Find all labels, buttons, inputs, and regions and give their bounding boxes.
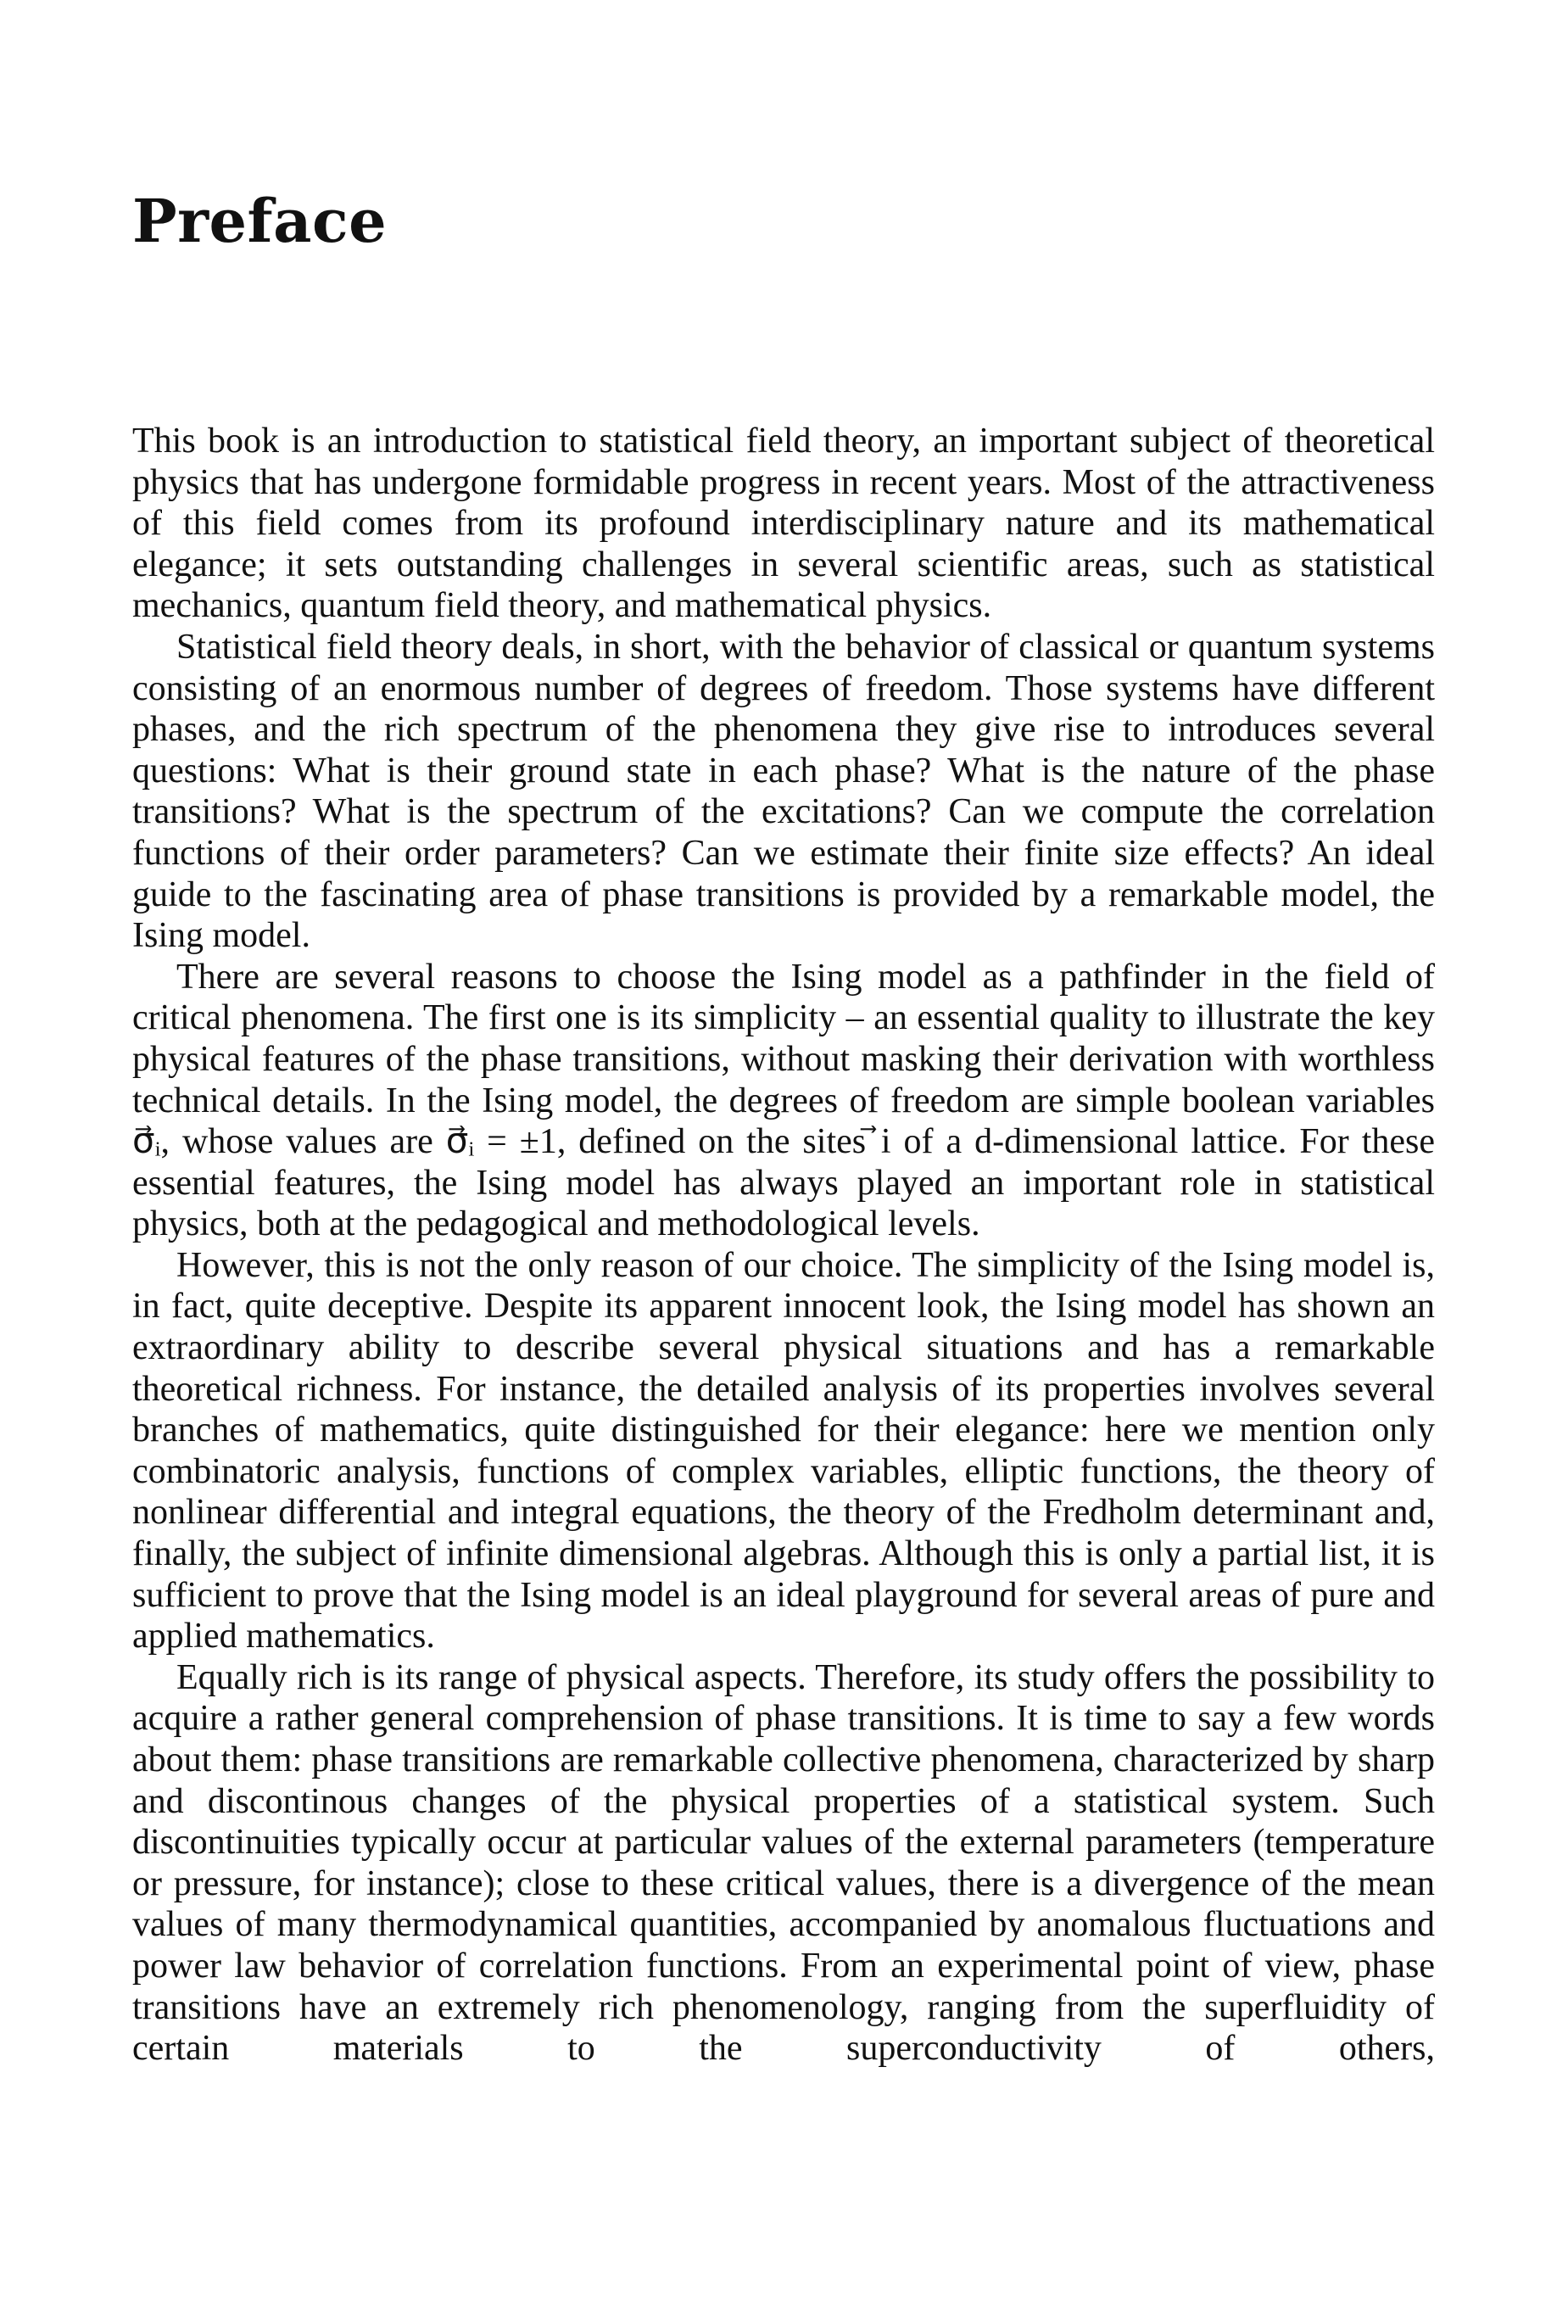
paragraph-phase-transitions: Equally rich is its range of physical aspects. Therefore, its study offers the possibility to acquire a rather general comprehension of phase transitions. It is time to say a few words about them: phase transitions are remarkable collective phenomena, characterized by sharp and discontinous changes of the physical properties of a statistical system. Such discontinuities typically occur at particular values of the external parameters (temperature or pressure, for instance); close to these critical values, there is a divergence of the mean values of many thermodynamical quantities, accompanied by anomalous fluctuations and power law behavior of correlation functions. From an experimental point of view, phase transitions have an extremely rich phenomenology, ranging from the superfluidity of certain materials to the superconductivity of others,	[132, 1657, 1435, 2069]
paragraph-ising-richness: However, this is not the only reason of our choice. The simplicity of the Ising model is, in fact, quite deceptive. Despite its apparent innocent look, the Ising model has shown an extraordinary ability to describe several physical situations and has a remarkable theoretical richness. For instance, the detailed analysis of its properties involves several branches of mathematics, quite distinguished for their elegance: here we mention only combinatoric analysis, functions of complex variables, elliptic functions, the theory of nonlinear differential and integral equations, the theory of the Fredholm determinant and, finally, the subject of infinite dimensional algebras. Although this is only a partial list, it is sufficient to prove that the Ising model is an ideal playground for several areas of pure and applied mathematics.	[132, 1245, 1435, 1656]
preface-body	[132, 421, 1435, 2070]
paragraph-intro: This book is an introduction to statistical field theory, an important subject of theoretical physics that has undergone formidable progress in recent years. Most of the attractiveness of this field comes from its profound interdisciplinary nature and its mathematical elegance; it sets outstanding challenges in several scientific areas, such as statistical mechanics, quantum field theory, and mathematical physics.	[132, 422, 1435, 626]
paragraph-ising-reasons: There are several reasons to choose the Ising model as a pathfinder in the field of critical phenomena. The first one is its simplicity – an essential quality to illustrate the key physical features of the phase transitions, without masking their derivation with worthless technical details. In the Ising model, the degrees of freedom are simple boolean variables σ⃗ᵢ, whose values are σ⃗ᵢ = ±1, defined on the sites ⃗i of a d-dimensional lattice. For these essential features, the Ising model has always played an important role in statistical physics, both at the pedagogical and methodological levels.	[132, 957, 1435, 1244]
page-title: Preface	[132, 186, 388, 256]
paragraph-statistical-field-theory: Statistical field theory deals, in short, with the behavior of classical or quantum systems consisting of an enormous number of degrees of freedom. Those systems have different phases, and the rich spectrum of the phenomena they give rise to introduces several questions: What is their ground state in each phase? What is the nature of the phase transitions? What is the spectrum of the excitations? Can we compute the correlation functions of their order parameters? Can we estimate their finite size effects? An ideal guide to the fascinating area of phase transitions is provided by a remarkable model, the Ising model.	[132, 627, 1435, 956]
